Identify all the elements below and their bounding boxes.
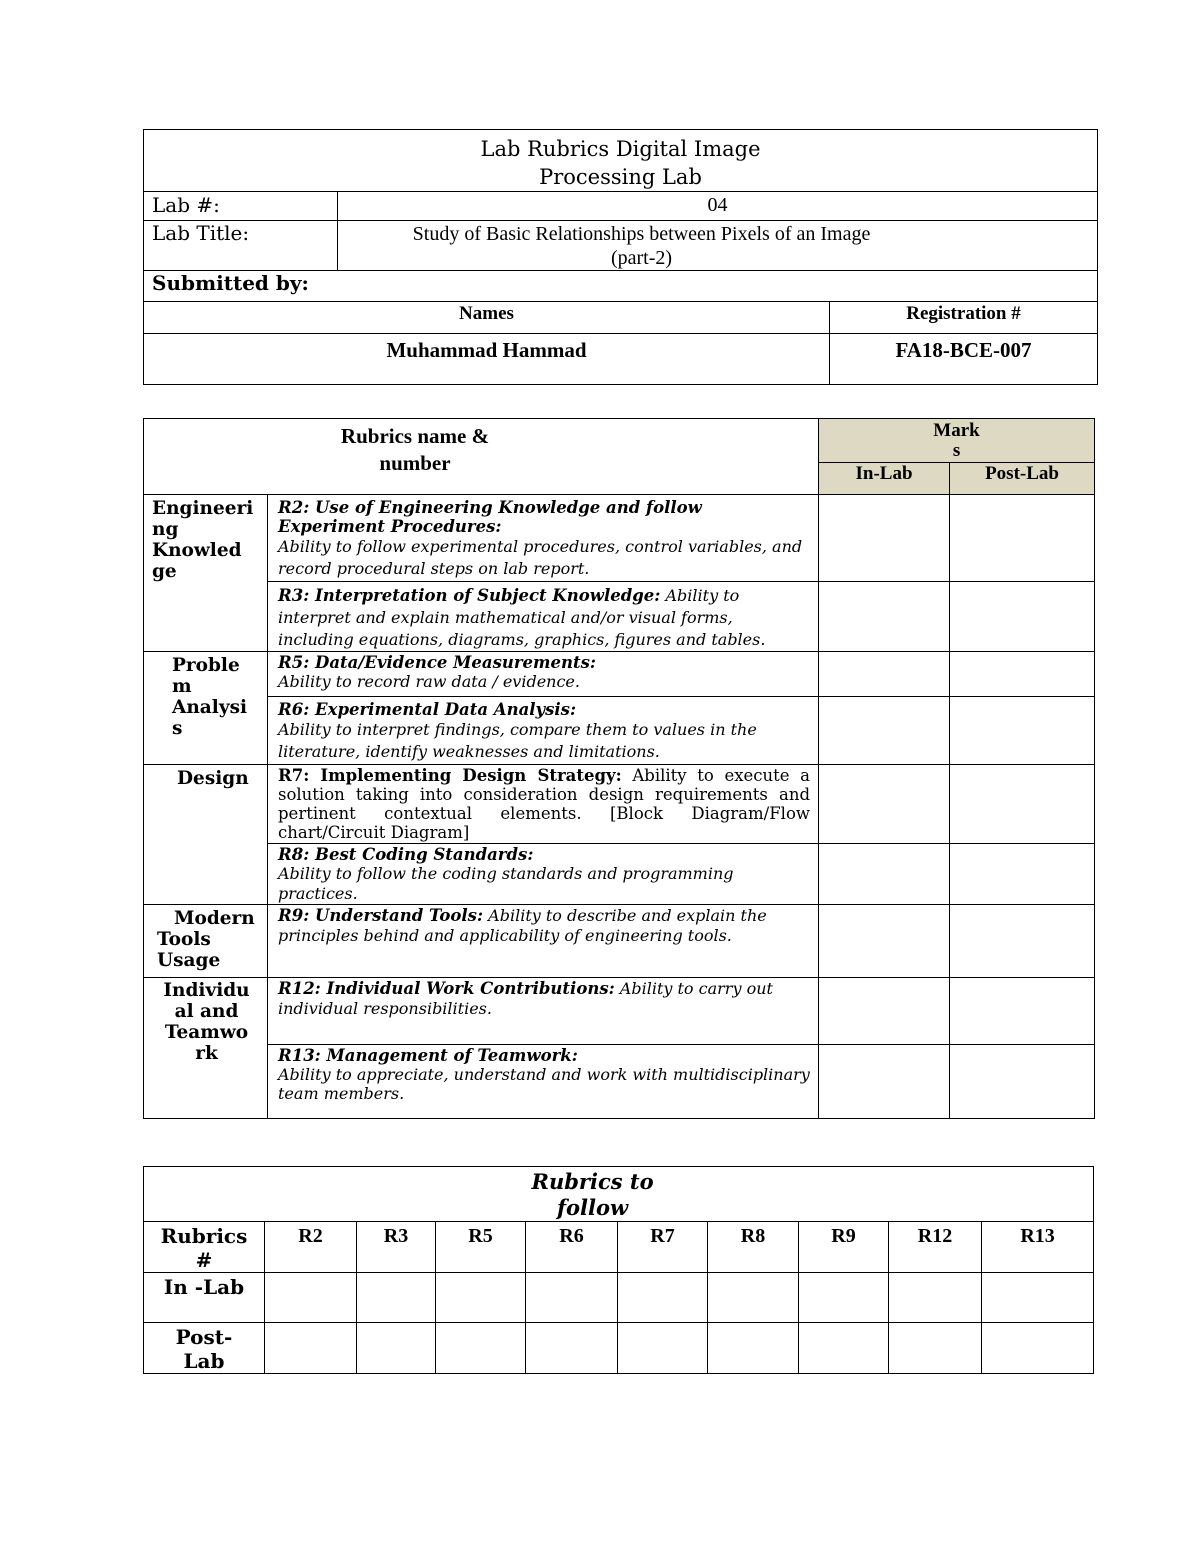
r3-in-lab-mark[interactable] <box>819 582 950 652</box>
category-design: Design <box>144 765 268 905</box>
document-title: Lab Rubrics Digital Image Processing Lab <box>144 130 1098 192</box>
in-lab-row-label: In -Lab <box>144 1273 265 1323</box>
category-problem-analysis: Proble m Analysi s <box>144 652 268 765</box>
criterion-r7: R7: Implementing Design Strategy: Ability to execute a solution taking into consideration design requirements and pertinent contextual elements. [Block Diagram/Flow chart/Circuit Diagram] <box>268 765 819 844</box>
r7-in-lab-mark[interactable] <box>819 765 950 844</box>
r2-in-lab-mark[interactable] <box>819 495 950 582</box>
summary-in-lab-r7[interactable] <box>618 1273 708 1323</box>
col-r12: R12 <box>889 1222 982 1273</box>
summary-post-lab-r9[interactable] <box>799 1323 889 1374</box>
r3-post-lab-mark[interactable] <box>950 582 1095 652</box>
r5-in-lab-mark[interactable] <box>819 652 950 697</box>
summary-in-lab-r6[interactable] <box>526 1273 618 1323</box>
col-r9: R9 <box>799 1222 889 1273</box>
summary-post-lab-r13[interactable] <box>982 1323 1094 1374</box>
criterion-r6: R6: Experimental Data Analysis: Ability to interpret findings, compare them to values in the literature, identify weaknesses and limitations. <box>268 697 819 765</box>
summary-post-lab-r5[interactable] <box>436 1323 526 1374</box>
col-r2: R2 <box>265 1222 357 1273</box>
r2-post-lab-mark[interactable] <box>950 495 1095 582</box>
lab-info-table <box>143 129 1098 385</box>
summary-in-lab-r12[interactable] <box>889 1273 982 1323</box>
col-r6: R6 <box>526 1222 618 1273</box>
summary-post-lab-r8[interactable] <box>708 1323 799 1374</box>
summary-in-lab-r2[interactable] <box>265 1273 357 1323</box>
summary-in-lab-r9[interactable] <box>799 1273 889 1323</box>
rubrics-header: Rubrics name & number <box>144 419 819 495</box>
names-header: Names <box>144 302 830 334</box>
summary-post-lab-r12[interactable] <box>889 1323 982 1374</box>
col-r3: R3 <box>357 1222 436 1273</box>
r13-post-lab-mark[interactable] <box>950 1045 1095 1119</box>
post-lab-row-label: Post- Lab <box>144 1323 265 1374</box>
criterion-r12: R12: Individual Work Contributions: Ability to carry out individual responsibilities. <box>268 978 819 1045</box>
summary-post-lab-r3[interactable] <box>357 1323 436 1374</box>
summary-in-lab-r3[interactable] <box>357 1273 436 1323</box>
criterion-r3: R3: Interpretation of Subject Knowledge: Ability to interpret and explain mathematical and/or visual forms, including equations, diagrams, graphics, figures and tables. <box>268 582 819 652</box>
criterion-r9: R9: Understand Tools: Ability to describe and explain the principles behind and applicability of engineering tools. <box>268 905 819 978</box>
r8-in-lab-mark[interactable] <box>819 844 950 905</box>
summary-post-lab-r2[interactable] <box>265 1323 357 1374</box>
submitted-by-label: Submitted by: <box>144 271 1098 302</box>
rubrics-summary-table <box>143 1166 1094 1374</box>
in-lab-header: In-Lab <box>819 463 950 495</box>
student-registration: FA18-BCE-007 <box>830 334 1098 385</box>
summary-in-lab-r13[interactable] <box>982 1273 1094 1323</box>
criterion-r13: R13: Management of Teamwork: Ability to appreciate, understand and work with multidisciplinary team members. <box>268 1045 819 1119</box>
category-modern-tools-usage: Modern Tools Usage <box>144 905 268 978</box>
r6-post-lab-mark[interactable] <box>950 697 1095 765</box>
r6-in-lab-mark[interactable] <box>819 697 950 765</box>
lab-title-value: Study of Basic Relationships between Pixels of an Image (part-2) <box>338 221 1098 271</box>
criterion-r8: R8: Best Coding Standards: Ability to follow the coding standards and programming practices. <box>268 844 819 905</box>
summary-in-lab-r5[interactable] <box>436 1273 526 1323</box>
criterion-r5: R5: Data/Evidence Measurements: Ability to record raw data / evidence. <box>268 652 819 697</box>
lab-title-label: Lab Title: <box>144 221 338 271</box>
col-r5: R5 <box>436 1222 526 1273</box>
r12-in-lab-mark[interactable] <box>819 978 950 1045</box>
r5-post-lab-mark[interactable] <box>950 652 1095 697</box>
r8-post-lab-mark[interactable] <box>950 844 1095 905</box>
student-name: Muhammad Hammad <box>144 334 830 385</box>
post-lab-header: Post-Lab <box>950 463 1095 495</box>
r9-in-lab-mark[interactable] <box>819 905 950 978</box>
rubrics-number-label: Rubrics # <box>144 1222 265 1273</box>
r9-post-lab-mark[interactable] <box>950 905 1095 978</box>
summary-post-lab-r7[interactable] <box>618 1323 708 1374</box>
lab-no-label: Lab #: <box>144 192 338 221</box>
lab-no-value: 04 <box>338 192 1098 221</box>
summary-post-lab-r6[interactable] <box>526 1323 618 1374</box>
r12-post-lab-mark[interactable] <box>950 978 1095 1045</box>
col-r7: R7 <box>618 1222 708 1273</box>
category-individual-teamwork: Individu al and Teamwo rk <box>144 978 268 1119</box>
category-engineering-knowledge: Engineeri ng Knowled ge <box>144 495 268 652</box>
summary-title: Rubrics to follow <box>144 1167 1094 1222</box>
col-r13: R13 <box>982 1222 1094 1273</box>
registration-header: Registration # <box>830 302 1098 334</box>
rubrics-table <box>143 418 1095 1119</box>
criterion-r2: R2: Use of Engineering Knowledge and follow Experiment Procedures: Ability to follow experimental procedures, control variables, and record procedural steps on lab report. <box>268 495 819 582</box>
r13-in-lab-mark[interactable] <box>819 1045 950 1119</box>
r7-post-lab-mark[interactable] <box>950 765 1095 844</box>
col-r8: R8 <box>708 1222 799 1273</box>
marks-header: Mark s <box>819 419 1095 463</box>
summary-in-lab-r8[interactable] <box>708 1273 799 1323</box>
